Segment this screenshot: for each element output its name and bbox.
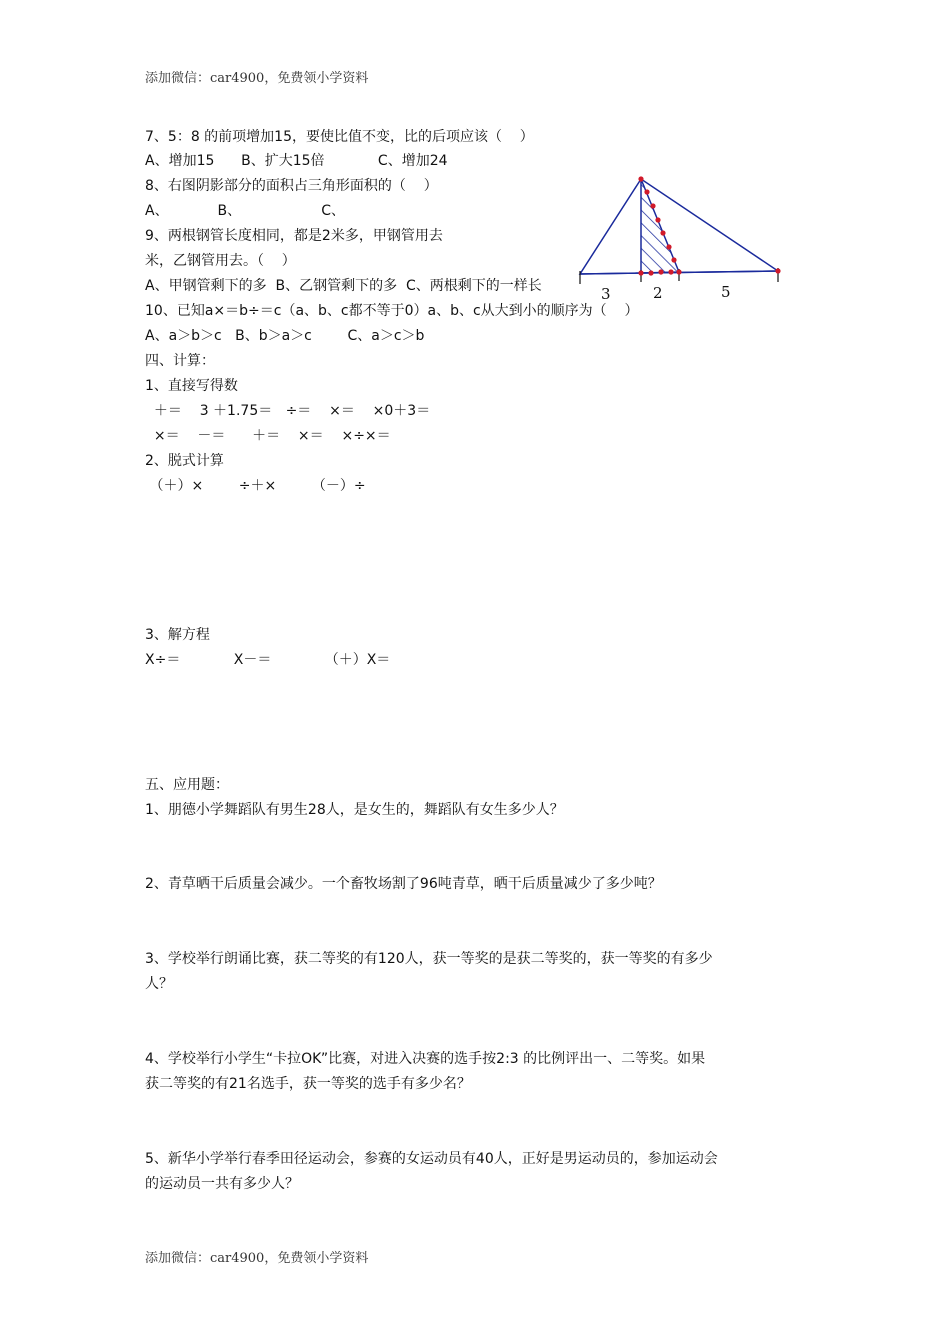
question-7-options: A、增加15 B、扩大15倍 C、增加24 (145, 153, 448, 169)
app-4: 4、学校举行小学生“卡拉OK”比赛，对进入决赛的选手按2:3 的比例评出一、二等奖。如果 (145, 1051, 706, 1067)
app-5-cont: 的运动员一共有多少人？ (145, 1176, 299, 1192)
calc-2-heading: 2、脱式计算 (145, 453, 224, 469)
label-2: 2 (653, 284, 663, 302)
watermark-bottom: 添加微信：car4900，免费领小学资料 (145, 1251, 369, 1266)
app-1: 1、朋德小学舞蹈队有男生28人，是女生的，舞蹈队有女生多少人？ (145, 802, 564, 818)
question-8-options: A、 B、 C、 (145, 203, 346, 219)
question-9-cont: 米，乙钢管用去。（ ） (145, 253, 296, 269)
app-5: 5、新华小学举行春季田径运动会，参赛的女运动员有40人，正好是男运动员的，参加运动会 (145, 1151, 718, 1167)
question-7: 7、5：8 的前项增加15，要使比值不变，比的后项应该（ ） (145, 129, 534, 145)
calc-1-row-1: ＋＝ 3 ＋1.75＝ ÷＝ ×＝ ×0＋3＝ (145, 403, 431, 419)
question-9-options: A、甲钢管剩下的多 B、乙钢管剩下的多 C、两根剩下的一样长 (145, 278, 542, 294)
app-3-cont: 人？ (145, 976, 173, 992)
question-9: 9、两根钢管长度相同，都是2米多，甲钢管用去 (145, 228, 443, 244)
app-3: 3、学校举行朗诵比赛，获二等奖的有120人，获一等奖的是获二等奖的，获一等奖的有多少 (145, 951, 713, 967)
section-5-heading: 五、应用题： (145, 777, 229, 793)
watermark-top: 添加微信：car4900，免费领小学资料 (145, 71, 369, 86)
triangle-outline (580, 179, 778, 274)
label-5: 5 (721, 283, 731, 301)
section-4-heading: 四、计算： (145, 353, 215, 369)
triangle-figure (575, 170, 790, 305)
question-8: 8、右图阴影部分的面积占三角形面积的（ ） (145, 178, 438, 194)
calc-1-heading: 1、直接写得数 (145, 378, 238, 394)
question-10: 10、已知a×＝b÷＝c（a、b、c都不等于0）a、b、c从大到小的顺序为（ ） (145, 303, 639, 319)
label-3: 3 (601, 285, 611, 303)
calc-2-row: （＋）× ÷＋× （－）÷ (145, 478, 366, 494)
calc-3-heading: 3、解方程 (145, 627, 210, 643)
calc-1-row-2: ×＝ －＝ ＋＝ ×＝ ×÷×＝ (145, 428, 391, 444)
app-4-cont: 获二等奖的有21名选手，获一等奖的选手有多少名？ (145, 1076, 471, 1092)
question-10-options: A、a＞b＞c B、b＞a＞c C、a＞c＞b (145, 328, 425, 344)
app-2: 2、青草晒干后质量会减少。一个畜牧场割了96吨青草，晒干后质量减少了多少吨？ (145, 876, 662, 892)
calc-3-row: X÷＝ X－＝ （＋）X＝ (145, 652, 391, 668)
